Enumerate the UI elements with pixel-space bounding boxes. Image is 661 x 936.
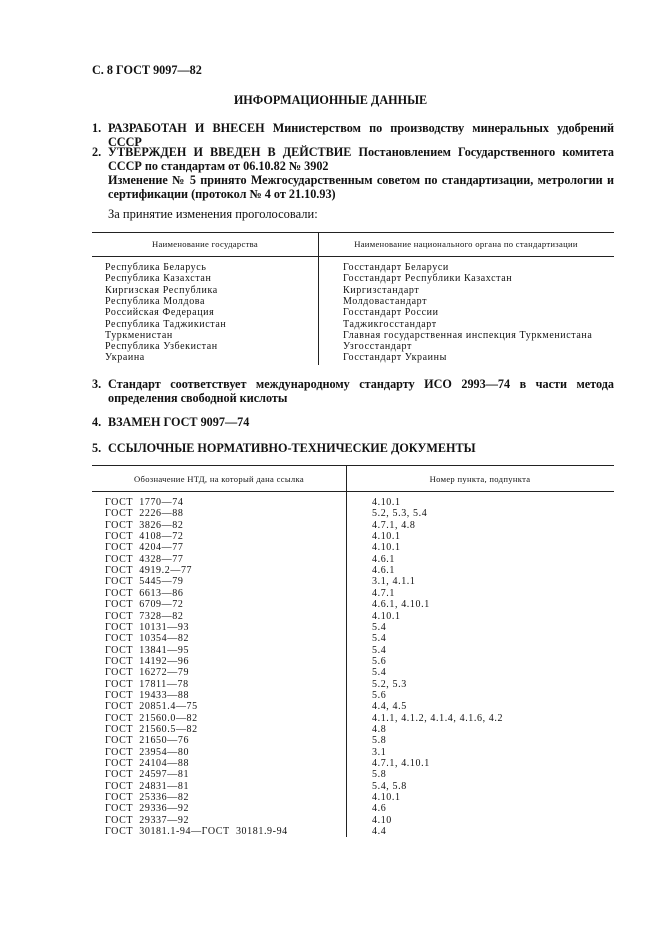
item-number: 3. [92, 377, 102, 391]
amendment-text: Изменение № 5 принято Межгосударственным советом по стандартизации, метрологии и сертификации (протокол № 4 от 21.10.93) [108, 173, 614, 201]
table-cell-name: Республика Беларусь [105, 262, 207, 273]
table-cell-value: 3.1, 4.1.1 [372, 576, 416, 588]
table-cell-name: ГОСТ 14192—96 [105, 655, 190, 667]
table-cell-value: 4.1.1, 4.1.2, 4.1.4, 4.1.6, 4.2 [372, 712, 504, 724]
table-cell-name: ГОСТ 23954—80 [105, 746, 190, 758]
table-cell-value: Узгосстандарт [343, 341, 412, 353]
table-cell-value: 4.7.1, 4.8 [372, 519, 416, 531]
table-cell-name: ГОСТ 16272—79 [105, 667, 190, 679]
table-column-divider [318, 232, 319, 365]
column-header-document: Обозначение НТД, на который дана ссылка [134, 474, 304, 484]
column-header-state: Наименование государства [152, 239, 258, 249]
table-cell-value: Госстандарт Беларуси [343, 262, 449, 273]
table-cell-name: Республика Узбекистан [105, 341, 218, 353]
item-lead: УТВЕРЖДЕН И ВВЕДЕН В ДЕЙСТВИЕ [108, 145, 352, 159]
table-cell-name: ГОСТ 24831—81 [105, 780, 190, 792]
item-approved [108, 145, 614, 201]
table-column-divider [346, 465, 347, 837]
table-cell-name: ГОСТ 25336—82 [105, 792, 190, 804]
table-cell-value: 5.4 [372, 644, 387, 656]
table-cell-value: 5.4 [372, 621, 387, 633]
column-header-clause: Номер пункта, подпункта [429, 474, 531, 484]
table-cell-value: 5.6 [372, 689, 387, 701]
table-cell-value: 5.6 [372, 655, 387, 667]
table-cell-name: Туркменистан [105, 329, 173, 341]
item-number: 1. [92, 121, 102, 135]
table-cell-value: Таджикгосстандарт [343, 318, 437, 330]
table-cell-name: ГОСТ 1770—74 [105, 497, 184, 508]
table-cell-name: ГОСТ 19433—88 [105, 689, 190, 701]
table-cell-value: 4.10 [372, 814, 392, 826]
table-cell-value: 4.6.1, 4.10.1 [372, 599, 430, 611]
item-number: 4. [92, 415, 102, 429]
table-cell-value: 4.10.1 [372, 497, 401, 508]
item-replaces: ВЗАМЕН ГОСТ 9097—74 [108, 415, 250, 429]
item-text: Министерством по производству минеральных удобрений СССР [108, 121, 614, 149]
page-header: С. 8 ГОСТ 9097—82 [92, 63, 202, 77]
table-cell-value: 5.8 [372, 735, 387, 747]
table-cell-value: 4.10.1 [372, 531, 401, 543]
table-header-border [92, 256, 614, 257]
table-cell-name: ГОСТ 4328—77 [105, 553, 184, 565]
table-cell-name: ГОСТ 29336—92 [105, 803, 190, 815]
table-cell-value: 5.4 [372, 667, 387, 679]
table-cell-name: ГОСТ 4919.2—77 [105, 565, 193, 577]
table-cell-name: ГОСТ 24597—81 [105, 769, 190, 781]
table-cell-value: 4.7.1, 4.10.1 [372, 758, 430, 770]
table-cell-name: ГОСТ 3826—82 [105, 519, 184, 531]
table-cell-name: ГОСТ 5445—79 [105, 576, 184, 588]
table-cell-value: 5.2, 5.3 [372, 678, 407, 690]
table-cell-name: ГОСТ 17811—78 [105, 678, 189, 690]
table-cell-value: 5.8 [372, 769, 387, 781]
table-cell-name: Республика Молдова [105, 295, 206, 307]
table-cell-value: 4.4, 4.5 [372, 701, 407, 713]
table-header-border [92, 491, 614, 492]
table-cell-value: 4.10.1 [372, 610, 401, 622]
table-cell-value: Госстандарт России [343, 307, 439, 319]
table-cell-value: Госстандарт Республики Казахстан [343, 273, 513, 285]
table-cell-name: ГОСТ 4204—77 [105, 542, 184, 554]
table-cell-name: ГОСТ 10354—82 [105, 633, 190, 645]
table-cell-name: Украина [105, 352, 145, 364]
table-cell-name: ГОСТ 21560.0—82 [105, 712, 198, 724]
table-cell-name: ГОСТ 29337—92 [105, 814, 190, 826]
table-cell-value: 4.7.1 [372, 587, 395, 599]
table-cell-name: ГОСТ 21650—76 [105, 735, 190, 747]
table-cell-value: Госстандарт Украины [343, 352, 447, 364]
table-cell-value: 4.10.1 [372, 542, 401, 554]
table-cell-name: ГОСТ 20851.4—75 [105, 701, 198, 713]
item-iso: Стандарт соответствует международному стандарту ИСО 2993—74 в части метода определения свободной кислоты [108, 377, 614, 405]
table-cell-value: 5.2, 5.3, 5.4 [372, 508, 428, 520]
table-cell-name: ГОСТ 6709—72 [105, 599, 184, 611]
table-cell-value: Главная государственная инспекция Туркменистана [343, 329, 593, 341]
table-cell-name: ГОСТ 10131—93 [105, 621, 190, 633]
table-cell-name: Киргизская Республика [105, 284, 218, 296]
table-cell-name: ГОСТ 4108—72 [105, 531, 184, 543]
table-cell-value: 4.10.1 [372, 792, 401, 804]
table-cell-value: Киргизстандарт [343, 284, 420, 296]
table-cell-name: Республика Таджикистан [105, 318, 227, 330]
item-lead: РАЗРАБОТАН И ВНЕСЕН [108, 121, 265, 135]
table-cell-name: Республика Казахстан [105, 273, 212, 285]
table-border-top [92, 465, 614, 466]
table-cell-value: 4.8 [372, 724, 387, 735]
column-header-body: Наименование национального органа по стандартизации [354, 239, 578, 249]
table-cell-name: ГОСТ 24104—88 [105, 758, 190, 770]
table-cell-value: 3.1 [372, 746, 387, 758]
table-cell-value: 4.4 [372, 826, 387, 838]
table-cell-value: 4.6.1 [372, 565, 395, 577]
item-number: 5. [92, 441, 102, 455]
table-cell-name: ГОСТ 6613—86 [105, 587, 184, 599]
table-cell-name: ГОСТ 30181.1-94—ГОСТ 30181.9-94 [105, 826, 288, 838]
item-references-heading: ССЫЛОЧНЫЕ НОРМАТИВНО-ТЕХНИЧЕСКИЕ ДОКУМЕНТЫ [108, 441, 476, 455]
table-cell-value: Молдовастандарт [343, 295, 428, 307]
table-cell-name: ГОСТ 2226—88 [105, 508, 184, 520]
item-number: 2. [92, 145, 102, 159]
table-cell-name: Российская Федерация [105, 307, 215, 319]
table-cell-value: 5.4, 5.8 [372, 780, 407, 792]
table-cell-name: ГОСТ 13841—95 [105, 644, 190, 656]
table-cell-name: ГОСТ 21560.5—82 [105, 724, 198, 735]
table-cell-value: 4.6 [372, 803, 387, 815]
page-title: ИНФОРМАЦИОННЫЕ ДАННЫЕ [233, 93, 428, 107]
table-cell-value: 5.4 [372, 633, 387, 645]
table-cell-name: ГОСТ 7328—82 [105, 610, 184, 622]
table-cell-value: 4.6.1 [372, 553, 395, 565]
vote-intro: За принятие изменения проголосовали: [108, 207, 318, 221]
table-border-top [92, 232, 614, 233]
item-text: Постановлением Государственного комитета СССР по стандартам от 06.10.82 № 3902 [108, 145, 614, 173]
